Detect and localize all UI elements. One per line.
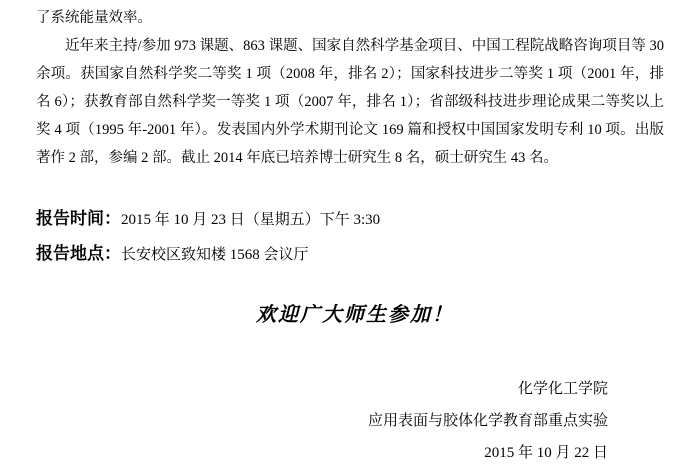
intro-tail-text: 了系统能量效率。	[36, 10, 152, 26]
report-time-value: 2015 年 10 月 23 日（星期五）下午 3:30	[121, 212, 381, 228]
report-place-value: 长安校区致知楼 1568 会议厅	[121, 247, 309, 263]
report-place-line	[36, 237, 664, 272]
spacer	[36, 172, 664, 202]
signature-lab: 应用表面与胶体化学教育部重点实验	[367, 413, 608, 429]
report-place-label: 报告地点：	[36, 244, 121, 264]
signature-block	[36, 373, 664, 469]
signature-date: 2015 年 10 月 22 日	[484, 445, 608, 461]
achievements-paragraph: 近年来主持/参加 973 课题、863 课题、国家自然科学基金项目、中国工程院战略咨询项目等 30 余项。获国家自然科学奖二等奖 1 项（2008 年，排名 2）；国家科技进步二等奖 1 项（2001 年，排名 6）；获教育部自然科学奖一等奖 1 项（2007 年，排名 1）；省部级科技进步理论成果二等奖以上奖 4 项（1995 年-2001 年）。发表国内外学术期刊论文 169 篇和授权中国国家发明专利 10 项。出版著作 2 部，参编 2 部。截止 2014 年底已培养博士研究生 8 名，硕士研究生 43 名。	[36, 38, 664, 166]
signature-department: 化学化工学院	[517, 381, 608, 397]
welcome-message: 欢迎广大师生参加！	[256, 302, 454, 326]
report-time-line	[36, 202, 664, 237]
report-time-label: 报告时间：	[36, 209, 121, 229]
